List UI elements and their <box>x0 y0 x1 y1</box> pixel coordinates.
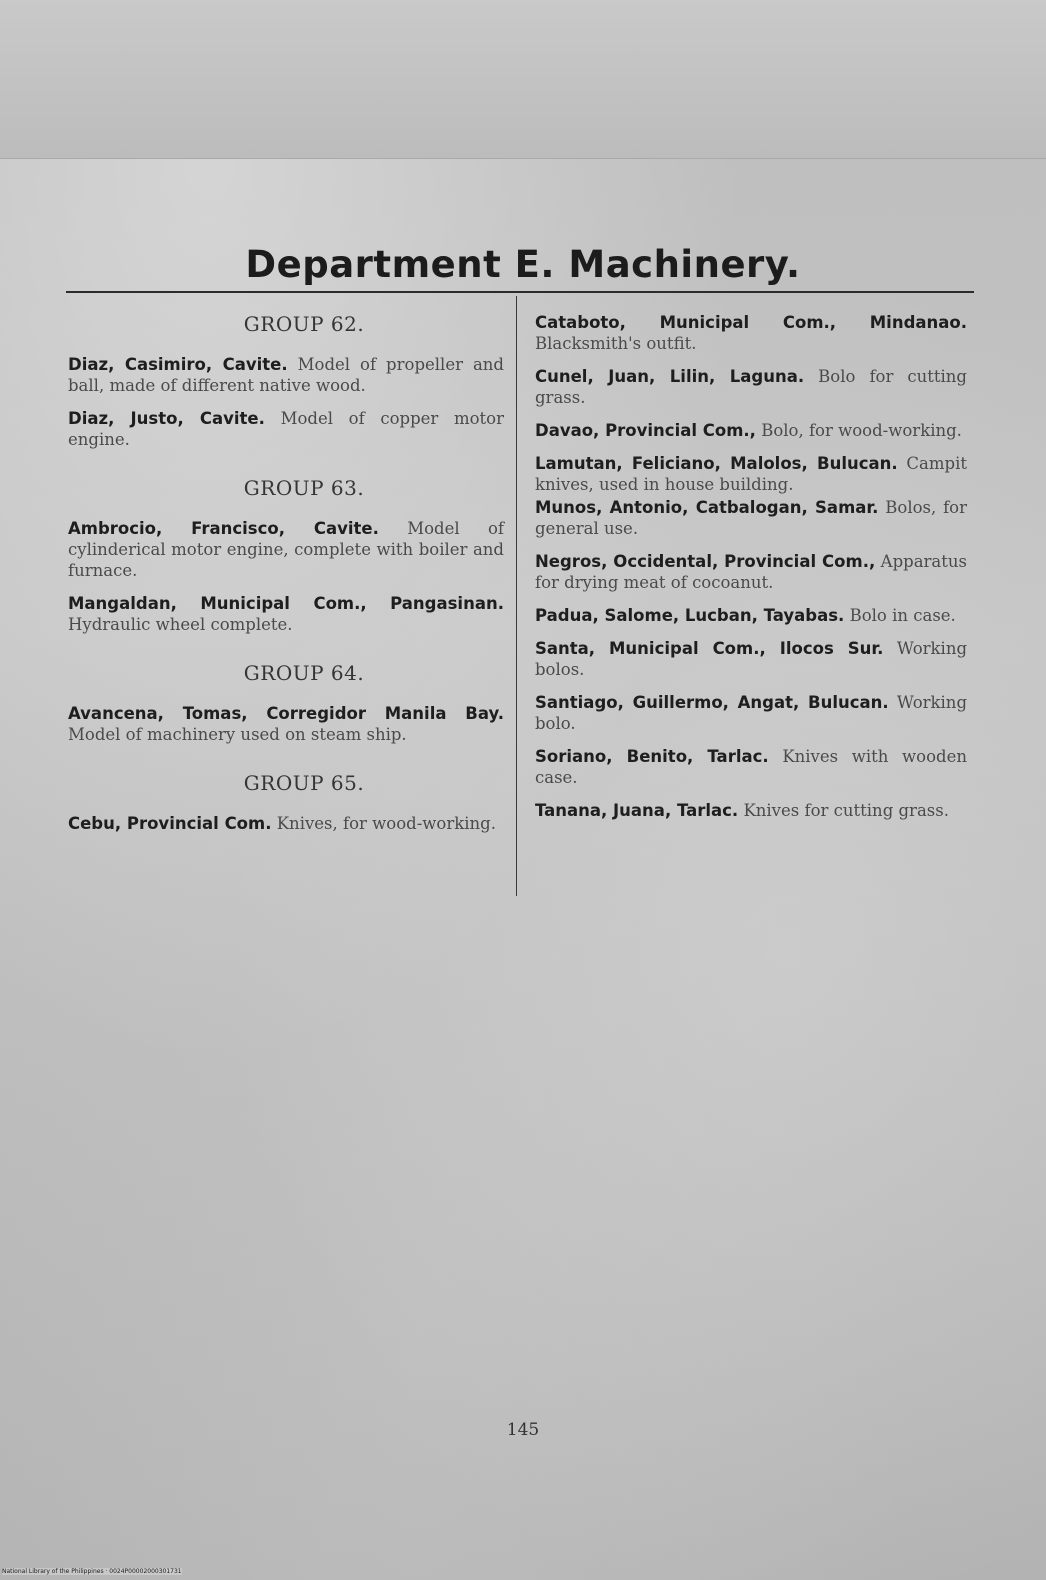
exhibit-description: Hydraulic wheel complete. <box>68 615 293 634</box>
group-heading: GROUP 63. <box>243 476 365 500</box>
group-heading: GROUP 65. <box>243 771 365 795</box>
catalog-entry <box>535 420 967 441</box>
exhibitor-name: Ambrocio, Francisco, Cavite. <box>68 519 379 538</box>
title-rule <box>66 291 974 293</box>
catalog-entry <box>68 593 504 635</box>
catalog-entry <box>535 746 967 788</box>
left-column <box>68 312 504 846</box>
exhibit-description: Knives for cutting grass. <box>743 801 949 820</box>
catalog-entry <box>535 605 967 626</box>
exhibit-description: Model of copper motor engine. <box>68 409 505 449</box>
page-title: Department E. Machinery. <box>245 242 801 286</box>
exhibitor-name: Diaz, Justo, Cavite. <box>68 409 265 428</box>
page-number: 145 <box>506 1420 540 1440</box>
exhibit-description: Bolo in case. <box>849 606 956 625</box>
catalog-entry <box>68 703 504 745</box>
catalog-entry <box>68 354 504 396</box>
scan-credit: National Library of the Philippines · 0024P00002000301731 <box>2 1568 182 1575</box>
exhibitor-name: Santa, Municipal Com., Ilocos Sur. <box>535 639 884 658</box>
catalog-entry <box>535 800 967 821</box>
exhibitor-name: Davao, Provincial Com., <box>535 421 756 440</box>
exhibit-description: Knives with wooden case. <box>535 747 967 787</box>
group-heading: GROUP 64. <box>243 661 365 685</box>
exhibitor-name: Diaz, Casimiro, Cavite. <box>68 355 288 374</box>
exhibitor-name: Mangaldan, Municipal Com., Pangasinan. <box>68 594 504 613</box>
exhibit-description: Working bolo. <box>535 693 967 733</box>
exhibitor-name: Padua, Salome, Lucban, Tayabas. <box>535 606 845 625</box>
catalog-entry <box>535 453 967 495</box>
catalog-entry <box>535 312 967 354</box>
catalog-entry <box>535 638 967 680</box>
exhibitor-name: Lamutan, Feliciano, Malolos, Bulucan. <box>535 454 898 473</box>
exhibitor-name: Negros, Occidental, Provincial Com., <box>535 552 876 571</box>
column-divider <box>516 296 517 896</box>
catalog-entry <box>535 551 967 593</box>
exhibit-description: Model of propeller and ball, made of different native wood. <box>68 355 504 395</box>
catalog-entry <box>535 366 967 408</box>
page-top-band <box>0 0 1046 159</box>
exhibitor-name: Avancena, Tomas, Corregidor Manila Bay. <box>68 704 504 723</box>
right-column <box>535 312 967 833</box>
exhibit-description: Bolo for cutting grass. <box>535 367 967 407</box>
catalog-entry <box>535 497 967 539</box>
group-heading: GROUP 62. <box>243 312 365 336</box>
catalog-entry <box>68 518 504 581</box>
exhibit-description: Model of machinery used on steam ship. <box>68 725 407 744</box>
exhibitor-name: Cataboto, Municipal Com., Mindanao. <box>535 313 967 332</box>
exhibit-description: Blacksmith's outfit. <box>535 334 697 353</box>
exhibit-description: Knives, for wood-working. <box>276 814 496 833</box>
exhibit-description: Working bolos. <box>535 639 968 679</box>
exhibit-description: Apparatus for drying meat of cocoanut. <box>535 552 967 592</box>
exhibitor-name: Tanana, Juana, Tarlac. <box>535 801 739 820</box>
exhibitor-name: Cunel, Juan, Lilin, Laguna. <box>535 367 805 386</box>
catalog-entry <box>68 813 504 834</box>
exhibit-description: Bolo, for wood-working. <box>761 421 962 440</box>
exhibitor-name: Soriano, Benito, Tarlac. <box>535 747 769 766</box>
exhibitor-name: Munos, Antonio, Catbalogan, Samar. <box>535 498 879 517</box>
exhibit-description: Bolos, for general use. <box>535 498 968 538</box>
exhibit-description: Campit knives, used in house building. <box>535 454 967 494</box>
exhibitor-name: Cebu, Provincial Com. <box>68 814 272 833</box>
catalog-entry <box>68 408 504 450</box>
catalog-entry <box>535 692 967 734</box>
exhibitor-name: Santiago, Guillermo, Angat, Bulucan. <box>535 693 889 712</box>
exhibit-description: Model of cylinderical motor engine, complete with boiler and furnace. <box>68 519 504 580</box>
